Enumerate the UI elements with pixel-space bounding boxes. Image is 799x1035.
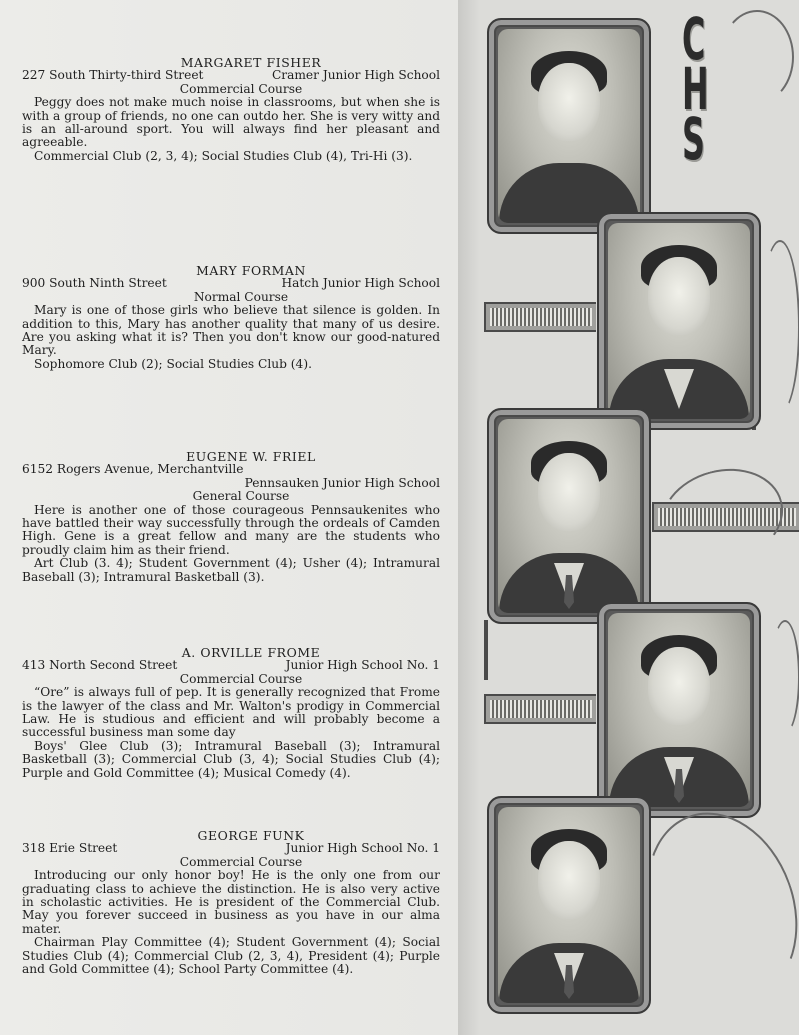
student-activities: Commercial Club (2, 3, 4); Social Studies Club (4), Tri-Hi (3). [34, 148, 413, 163]
junior-high-school: Junior High School No. 1 [285, 841, 440, 856]
chs-emblem [682, 5, 709, 173]
course-name: Commercial Course [179, 671, 303, 686]
decorative-stripe [484, 694, 596, 724]
course-name: General Course [192, 489, 290, 504]
student-entry [22, 646, 440, 780]
handwriting-scrawl [760, 240, 799, 414]
decorative-stripe [484, 302, 596, 332]
student-photo [487, 18, 651, 234]
junior-high-school: Hatch Junior High School [281, 276, 440, 291]
student-entry [22, 264, 440, 371]
student-address: 6152 Rogers Avenue, Merchantville [22, 462, 244, 477]
student-activities: Chairman Play Committee (4); Student Government (4); Social Studies Club (4); Commercial Club (2, 3, 4), President (4); Purple and Gold Committee (4); School Party Committee (4). [22, 935, 440, 977]
student-address: 318 Erie Street [22, 841, 118, 856]
student-name: A. ORVILLE FROME [181, 645, 321, 660]
junior-high-school: Cramer Junior High School [271, 68, 440, 83]
emblem-letter: C [682, 5, 706, 73]
student-activities: Sophomore Club (2); Social Studies Club (4). [34, 356, 312, 371]
address-line [22, 69, 440, 82]
student-bio: Introducing our only honor boy! He is the only one from our graduating class to achieve the distinction. He is also very active in scholastic activities. He is president of the Commercial Club. May you forever succeed in business as you have in our alma mater. [22, 868, 440, 936]
student-name: GEORGE FUNK [197, 828, 305, 843]
address-line [22, 842, 440, 855]
emblem-letter: S [682, 105, 705, 173]
handwriting-scrawl [720, 10, 794, 104]
student-bio: Here is another one of those courageous Pennsaukenites who have battled their way successfully through the ordeals of Camden High. Gene is a great fellow and many are the students who proudly claim him as their friend. [22, 502, 440, 557]
student-activities: Boys' Glee Club (3); Intramural Baseball (3); Intramural Basketball (3); Commercial Club (3, 4); Social Studies Club (4); Purple and Gold Committee (4); Musical Comedy (4). [22, 738, 440, 780]
frame-connector [484, 620, 488, 680]
student-activities: Art Club (3. 4); Student Government (4); Usher (4); Intramural Baseball (3); Intramural Basketball (3). [22, 556, 440, 584]
student-entry [22, 829, 440, 976]
junior-high-school: Junior High School No. 1 [285, 658, 440, 673]
course-name: Commercial Course [179, 854, 303, 869]
student-photo [487, 796, 651, 1014]
binding-shadow [458, 0, 480, 1035]
student-name: EUGENE W. FRIEL [186, 449, 316, 464]
course-name: Normal Course [193, 289, 289, 304]
course-name: Commercial Course [179, 81, 303, 96]
student-photo [597, 212, 761, 430]
student-bio: Peggy does not make much noise in classrooms, but when she is with a group of friends, no one can outdo her. She is very witty and is an all-around sport. You will always find her pleasant and agreeable. [22, 95, 440, 150]
student-name: MARGARET FISHER [180, 55, 322, 70]
student-photo [487, 408, 651, 624]
handwriting-scrawl [770, 620, 799, 734]
student-address: 900 South Ninth Street [22, 276, 167, 291]
student-address: 227 South Thirty-third Street [22, 68, 204, 83]
address-line [22, 277, 440, 290]
student-address: 413 North Second Street [22, 658, 178, 673]
student-entry [22, 56, 440, 163]
student-entry [22, 450, 440, 584]
student-bio: Mary is one of those girls who believe that silence is golden. In addition to this, Mary has another quality that many of us desire. Are you asking what it is? Then you don't know our good-natured Mary. [22, 303, 440, 358]
emblem-letter: H [682, 55, 709, 123]
student-photo [597, 602, 761, 818]
student-bio: “Ore” is always full of pep. It is generally recognized that Frome is the lawyer of the class and Mr. Walton's prodigy in Commercial Law. He is studious and efficient and will probably become a successful business man some day [22, 685, 440, 740]
address-line [22, 659, 440, 672]
junior-high-school: Pennsauken Junior High School [244, 475, 440, 490]
student-name: MARY FORMAN [196, 263, 306, 278]
